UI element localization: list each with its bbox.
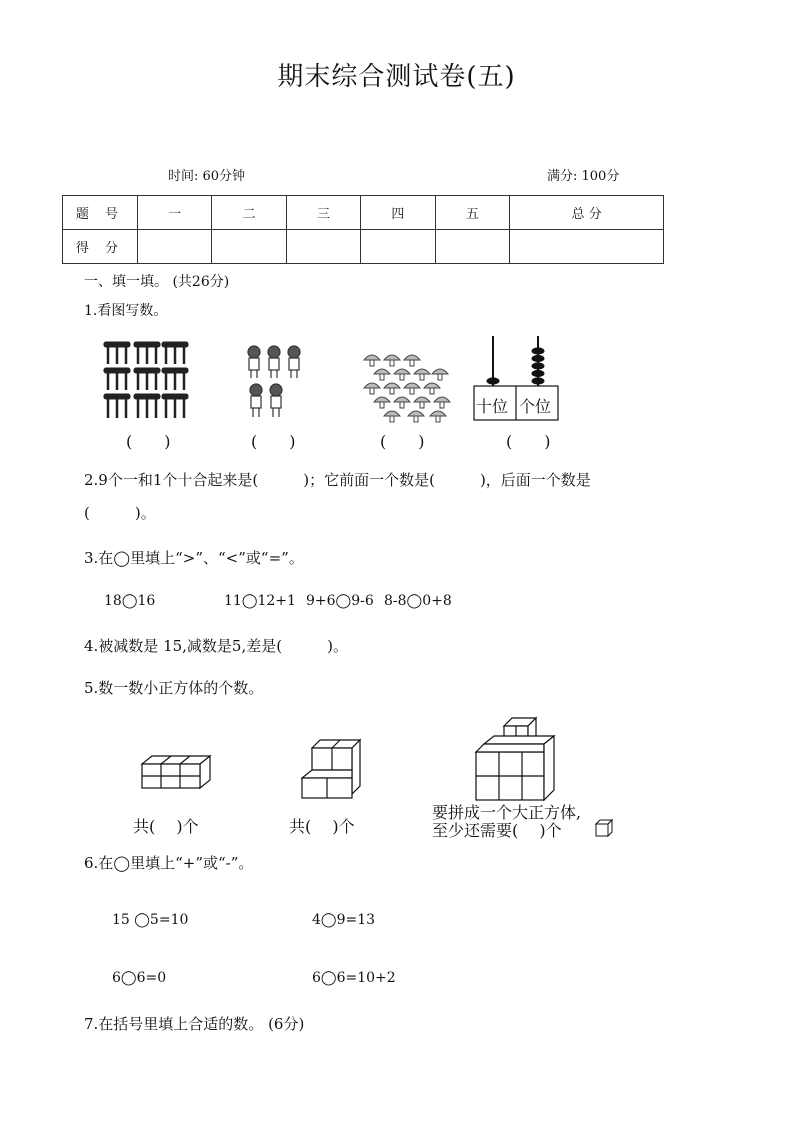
abacus-bead xyxy=(532,355,545,362)
compare-item: 18◯16 xyxy=(104,593,156,609)
score-cell[interactable] xyxy=(138,230,212,264)
score-cell[interactable] xyxy=(510,230,664,264)
score-table-col: 一 xyxy=(138,196,212,230)
page-title: 期末综合测试卷(五) xyxy=(277,62,516,92)
abacus-bead xyxy=(532,362,545,369)
abacus-bead xyxy=(487,377,500,384)
cube-question-line1: 要拼成一个大正方体, xyxy=(432,803,582,822)
question-3: 3.在◯里填上“>”、“<”或“=”。 xyxy=(84,549,304,567)
answer-blank[interactable]: 共( )个 xyxy=(133,817,199,836)
abacus-bead xyxy=(532,377,545,384)
time-limit: 时间: 60分钟 xyxy=(168,169,246,184)
answer-blank[interactable]: 共( )个 xyxy=(289,817,355,836)
operator-item: 4◯9=13 xyxy=(312,912,376,928)
compare-item: 8-8◯0+8 xyxy=(384,593,452,609)
score-table-col: 二 xyxy=(212,196,286,230)
score-table-row-label: 得 分 xyxy=(63,230,138,264)
cubes-figure-1 xyxy=(140,752,216,792)
score-table-col: 五 xyxy=(435,196,509,230)
answer-blank[interactable]: ( ) xyxy=(126,432,171,451)
abacus-bead xyxy=(532,370,545,377)
question-7: 7.在括号里填上合适的数。 (6分) xyxy=(84,1015,305,1033)
question-6: 6.在◯里填上“+”或“-”。 xyxy=(84,854,254,872)
score-table-col: 总 分 xyxy=(510,196,664,230)
operator-item: 6◯6=0 xyxy=(112,970,167,986)
mushrooms-image xyxy=(362,350,454,426)
question-4: 4.被减数是 15,减数是5,差是( )。 xyxy=(84,637,348,655)
compare-item: 11◯12+1 xyxy=(224,593,296,609)
question-1: 1.看图写数。 xyxy=(84,303,168,319)
operator-item: 6◯6=10+2 xyxy=(312,970,396,986)
score-table-col: 四 xyxy=(361,196,435,230)
score-table-header-row xyxy=(63,196,664,230)
score-cell[interactable] xyxy=(435,230,509,264)
section-heading: 一、填一填。 (共26分) xyxy=(84,274,230,290)
answer-blank[interactable]: ( ) xyxy=(380,432,425,451)
score-cell[interactable] xyxy=(286,230,360,264)
score-cell[interactable] xyxy=(212,230,286,264)
answer-blank[interactable]: ( ) xyxy=(251,432,296,451)
score-table xyxy=(62,195,664,264)
answer-blank[interactable]: ( ) xyxy=(506,432,551,451)
full-score: 满分: 100分 xyxy=(547,169,620,184)
score-cell[interactable] xyxy=(361,230,435,264)
question-2-line1: 2.9个一和1个十合起来是( )；它前面一个数是( )，后面一个数是 xyxy=(84,471,591,489)
cubes-figure-2 xyxy=(300,738,364,800)
abacus-bead xyxy=(532,347,545,354)
operator-item: 15 ◯5=10 xyxy=(112,912,189,928)
score-table-score-row xyxy=(63,230,664,264)
stools-image xyxy=(102,338,194,424)
cube-question-line2: 至少还需要( )个 xyxy=(432,821,562,840)
children-image xyxy=(244,344,306,420)
question-5: 5.数一数小正方体的个数。 xyxy=(84,679,264,697)
score-table-row-label: 题 号 xyxy=(63,196,138,230)
compare-item: 9+6◯9-6 xyxy=(306,593,374,609)
small-cube-icon xyxy=(594,818,614,838)
abacus-ones-label: 个位 xyxy=(519,397,552,416)
score-table-col: 三 xyxy=(286,196,360,230)
cubes-figure-3 xyxy=(474,714,558,804)
question-2-line2: ( )。 xyxy=(84,504,156,522)
abacus-tens-label: 十位 xyxy=(476,397,509,416)
